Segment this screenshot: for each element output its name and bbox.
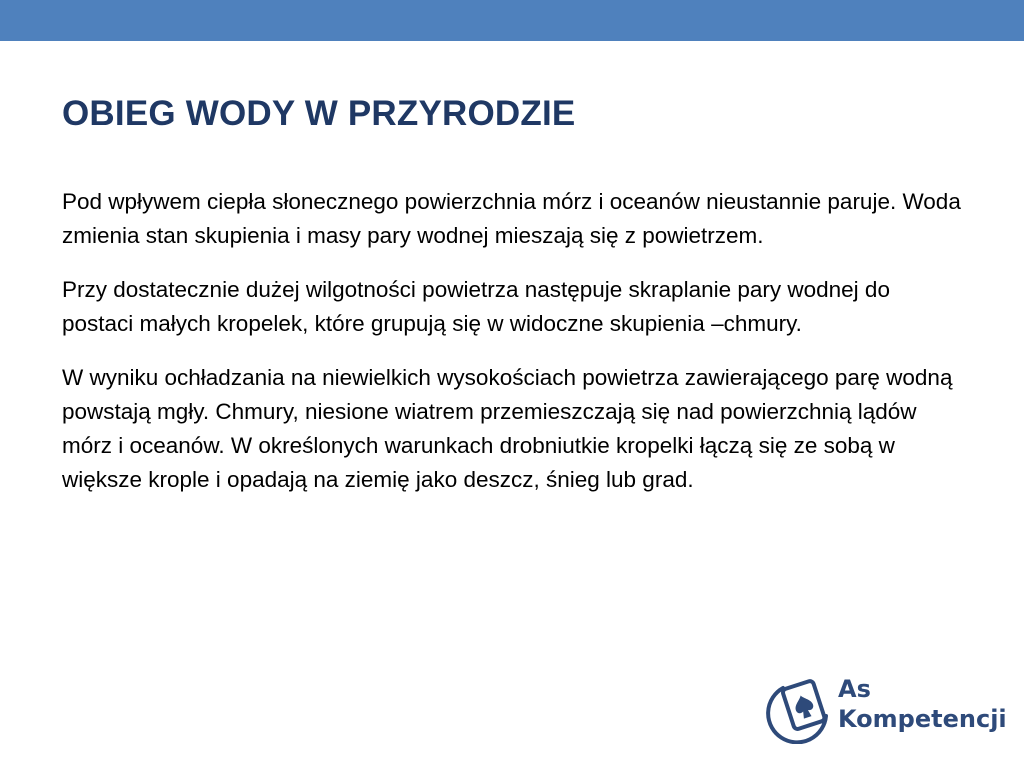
paragraph-evaporation: Pod wpływem ciepła słonecznego powierzchnia mórz i oceanów nieustannie paruje. Woda zmienia stan skupienia i masy pary wodnej mieszają się z powietrzem. xyxy=(62,189,961,248)
logo-text-line2: Kompetencji xyxy=(838,705,1007,733)
top-accent-bar xyxy=(0,0,1024,41)
slide-title: OBIEG WODY W PRZYRODZIE xyxy=(62,94,576,133)
as-kompetencji-logo xyxy=(766,672,1007,748)
paragraph-precipitation: W wyniku ochładzania na niewielkich wysokościach powietrza zawierającego parę wodną powstają mgły. Chmury, niesione wiatrem przemieszczają się nad powierzchnią lądów mórz i oceanów. W określonych warunkach drobniutkie kropelki łączą się ze sobą w większe krople i opadają na ziemię jako deszcz, śnieg lub grad. xyxy=(62,365,953,492)
card-spade-icon xyxy=(766,672,836,744)
logo-text-line1: As xyxy=(838,675,871,703)
paragraph-condensation: Przy dostatecznie dużej wilgotności powietrza następuje skraplanie pary wodnej do postaci małych kropelek, które grupują się w widoczne skupienia –chmury. xyxy=(62,277,890,336)
slide-body xyxy=(62,185,962,517)
